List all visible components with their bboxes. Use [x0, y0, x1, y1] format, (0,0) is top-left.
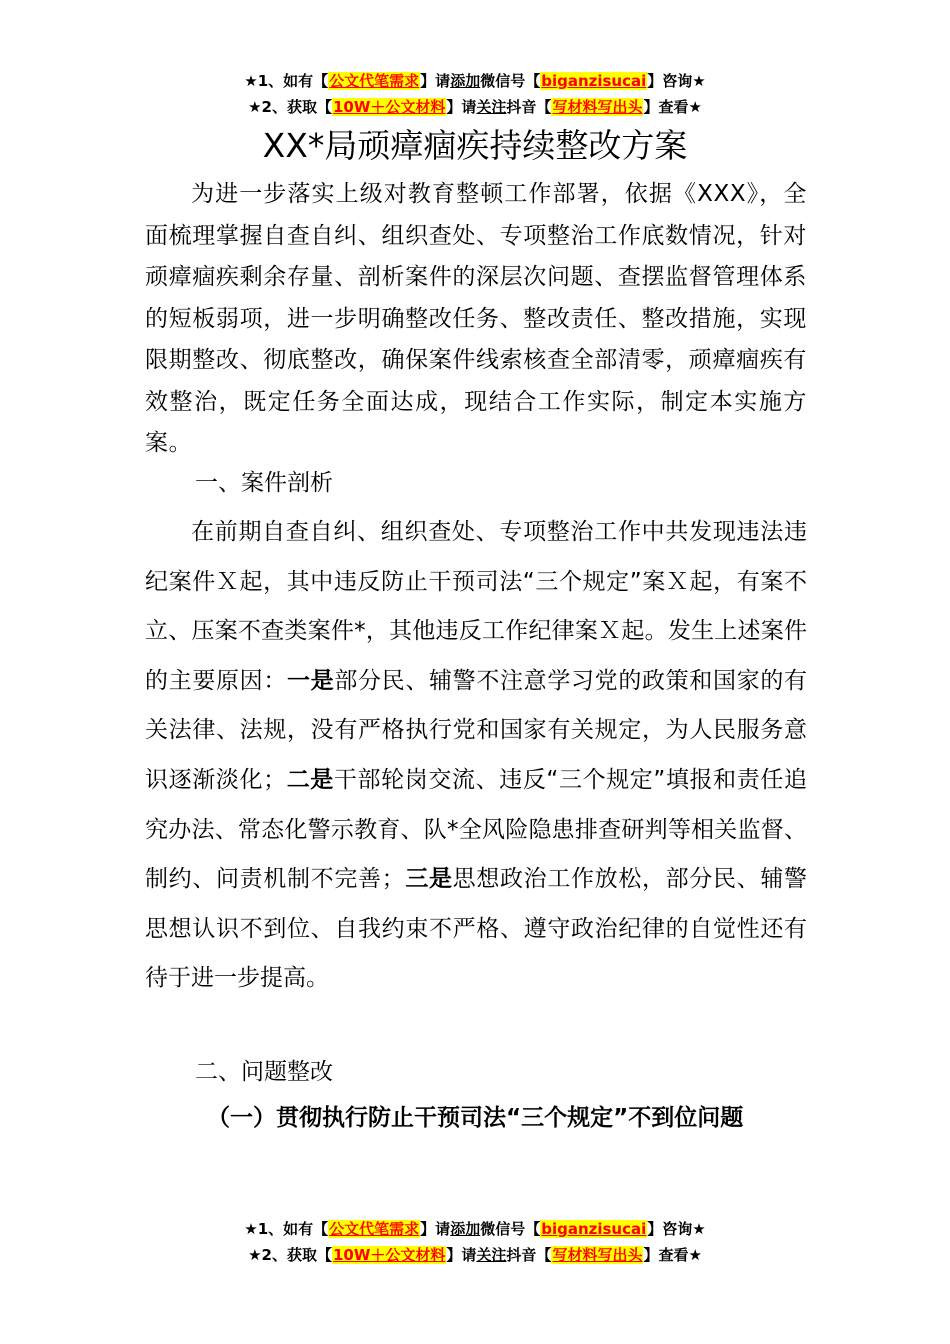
- point-three-label: 三是: [404, 866, 453, 893]
- banner-line-1: ★1、如有【公文代笔需求】请添加微信号【biganzisucai】咨询★: [244, 72, 706, 90]
- section1-paragraph-block: [145, 508, 807, 1004]
- banner-line-1: ★1、如有【公文代笔需求】请添加微信号【biganzisucai】咨询★: [244, 1220, 706, 1238]
- highlight-service: 公文代笔需求: [329, 1220, 420, 1238]
- footer-banner: [0, 1216, 950, 1268]
- point-one-label: 一是: [287, 667, 335, 694]
- highlight-douyin-account: 写材料写出头: [552, 1246, 643, 1264]
- highlight-douyin-account: 写材料写出头: [552, 98, 643, 116]
- highlight-materials: 10W＋公文材料: [332, 98, 446, 116]
- point-two-label: 二是: [286, 766, 334, 793]
- highlight-service: 公文代笔需求: [329, 72, 420, 90]
- highlight-wechat-id: biganzisucai: [541, 72, 647, 90]
- intro-paragraph: 为进一步落实上级对教育整顿工作部署，依据《XXX》，全面梳理掌握自查自纠、组织查处、专项整治工作底数情况，针对顽瘴痼疾剩余存量、剖析案件的深层次问题、查摆监督管理体系的短板弱项，进一步明确整改任务、整改责任、整改措施，实现限期整改、彻底整改，确保案件线索核查全部清零，顽瘴痼疾有效整治，既定任务全面达成，现结合工作实际，制定本实施方案。: [145, 181, 807, 456]
- intro-paragraph-block: [145, 174, 807, 465]
- highlight-wechat-id: biganzisucai: [541, 1220, 647, 1238]
- document-title: XX*局顽瘴痼疾持续整改方案: [262, 126, 688, 165]
- section1-paragraph: 在前期自查自纠、组织查处、专项整治工作中共发现违法违纪案件Ｘ起，其中违反防止干预司法“三个规定”案Ｘ起，有案不立、压案不查类案件*，其他违反工作纪律案Ｘ起。发生上述案件的主要原因：一是部分民、辅警不注意学习党的政策和国家的有关法律、法规，没有严格执行党和国家有关规定，为人民服务意识逐渐淡化；二是干部轮岗交流、违反“三个规定”填报和责任追究办法、常态化警示教育、队*全风险隐患排查研判等相关监督、制约、问责机制不完善；三是思想政治工作放松，部分民、辅警思想认识不到位、自我约束不严格、遵守政治纪律的自觉性还有待于进一步提高。: [145, 519, 808, 992]
- highlight-materials: 10W＋公文材料: [332, 1246, 446, 1264]
- subsection-heading-1: （一）贯彻执行防止干预司法“三个规定”不到位问题: [207, 1105, 744, 1131]
- banner-line-2: ★2、获取【10W＋公文材料】请关注抖音【写材料写出头】查看★: [248, 98, 702, 116]
- header-banner: [0, 68, 950, 120]
- section-heading-2: 二、问题整改: [195, 1059, 333, 1085]
- banner-line-2: ★2、获取【10W＋公文材料】请关注抖音【写材料写出头】查看★: [248, 1246, 702, 1264]
- section-heading-1: 一、案件剖析: [195, 470, 333, 496]
